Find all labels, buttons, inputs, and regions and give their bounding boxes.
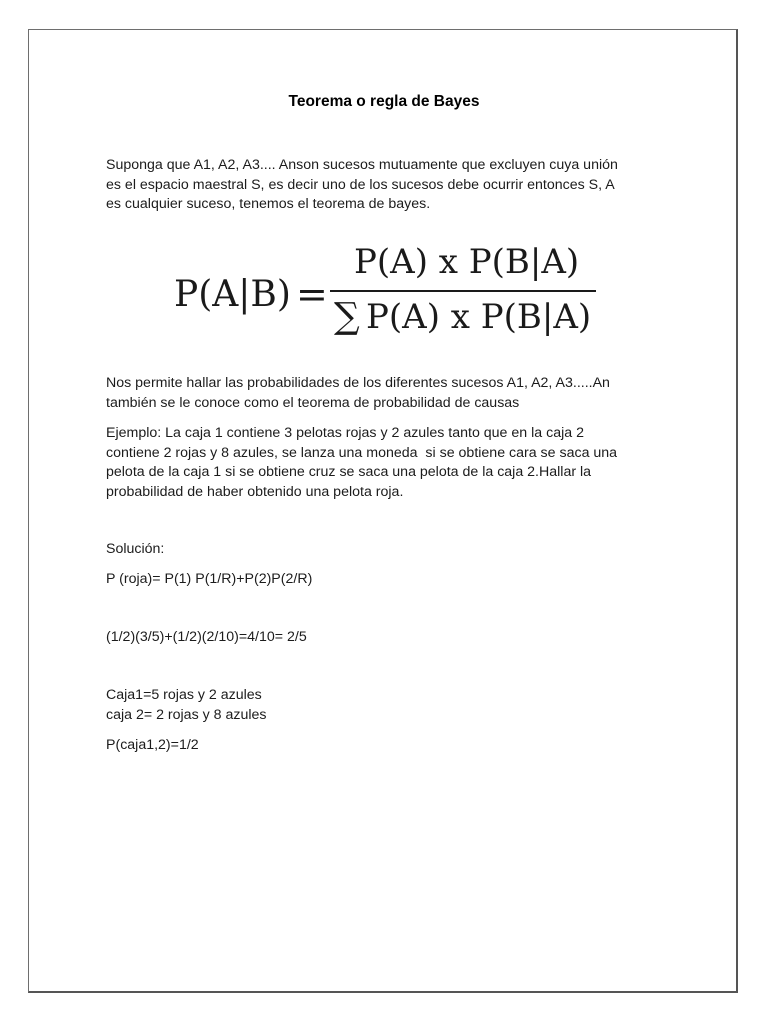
solution-label: Solución: <box>106 541 165 557</box>
intro-line: Suponga que A1, A2, A3.... Anson sucesos mutuamente que excluyen cuya unión <box>106 157 618 173</box>
intro-paragraph <box>106 156 686 215</box>
calculation-line: (1/2)(3/5)+(1/2)(2/10)=4/10= 2/5 <box>106 629 307 645</box>
example-line: Ejemplo: La caja 1 contiene 3 pelotas rojas y 2 azules tanto que en la caja 2 <box>106 425 584 441</box>
box-line: caja 2= 2 rojas y 8 azules <box>106 706 267 723</box>
bayes-formula <box>174 244 614 344</box>
probability-line: P(caja1,2)=1/2 <box>106 737 199 753</box>
description-line: Nos permite hallar las probabilidades de los diferentes sucesos A1, A2, A3.....An <box>106 375 610 391</box>
solution-formula: P (roja)= P(1) P(1/R)+P(2)P(2/R) <box>106 571 313 587</box>
intro-line: es el espacio maestral S, es decir uno de los sucesos debe ocurrir entonces S, A <box>106 176 615 193</box>
intro-line: es cualquier suceso, tenemos el teorema de bayes. <box>106 196 431 212</box>
formula-equals: = <box>296 272 328 316</box>
example-line: probabilidad de haber obtenido una pelota roja. <box>106 483 404 500</box>
document-title: Teorema o regla de Bayes <box>288 93 480 110</box>
formula-lhs: P(A|B) <box>174 274 291 315</box>
boxes-paragraph <box>106 686 686 725</box>
example-line: pelota de la caja 1 si se obtiene cruz se saca una pelota de la caja 2.Hallar la <box>106 464 592 480</box>
formula-numerator: P(A) x P(B|A) <box>354 242 580 282</box>
document-page <box>28 29 738 993</box>
example-paragraph <box>106 424 686 502</box>
description-paragraph <box>106 374 686 413</box>
description-line: también se le conoce como el teorema de probabilidad de causas <box>106 394 520 411</box>
sum-symbol: ∑ <box>334 296 360 337</box>
box-line: Caja1=5 rojas y 2 azules <box>106 687 262 703</box>
example-line: contiene 2 rojas y 8 azules, se lanza una moneda si se obtiene cara se saca una <box>106 444 618 461</box>
formula-denominator: P(A) x P(B|A) <box>366 297 592 337</box>
fraction-bar <box>330 290 596 292</box>
